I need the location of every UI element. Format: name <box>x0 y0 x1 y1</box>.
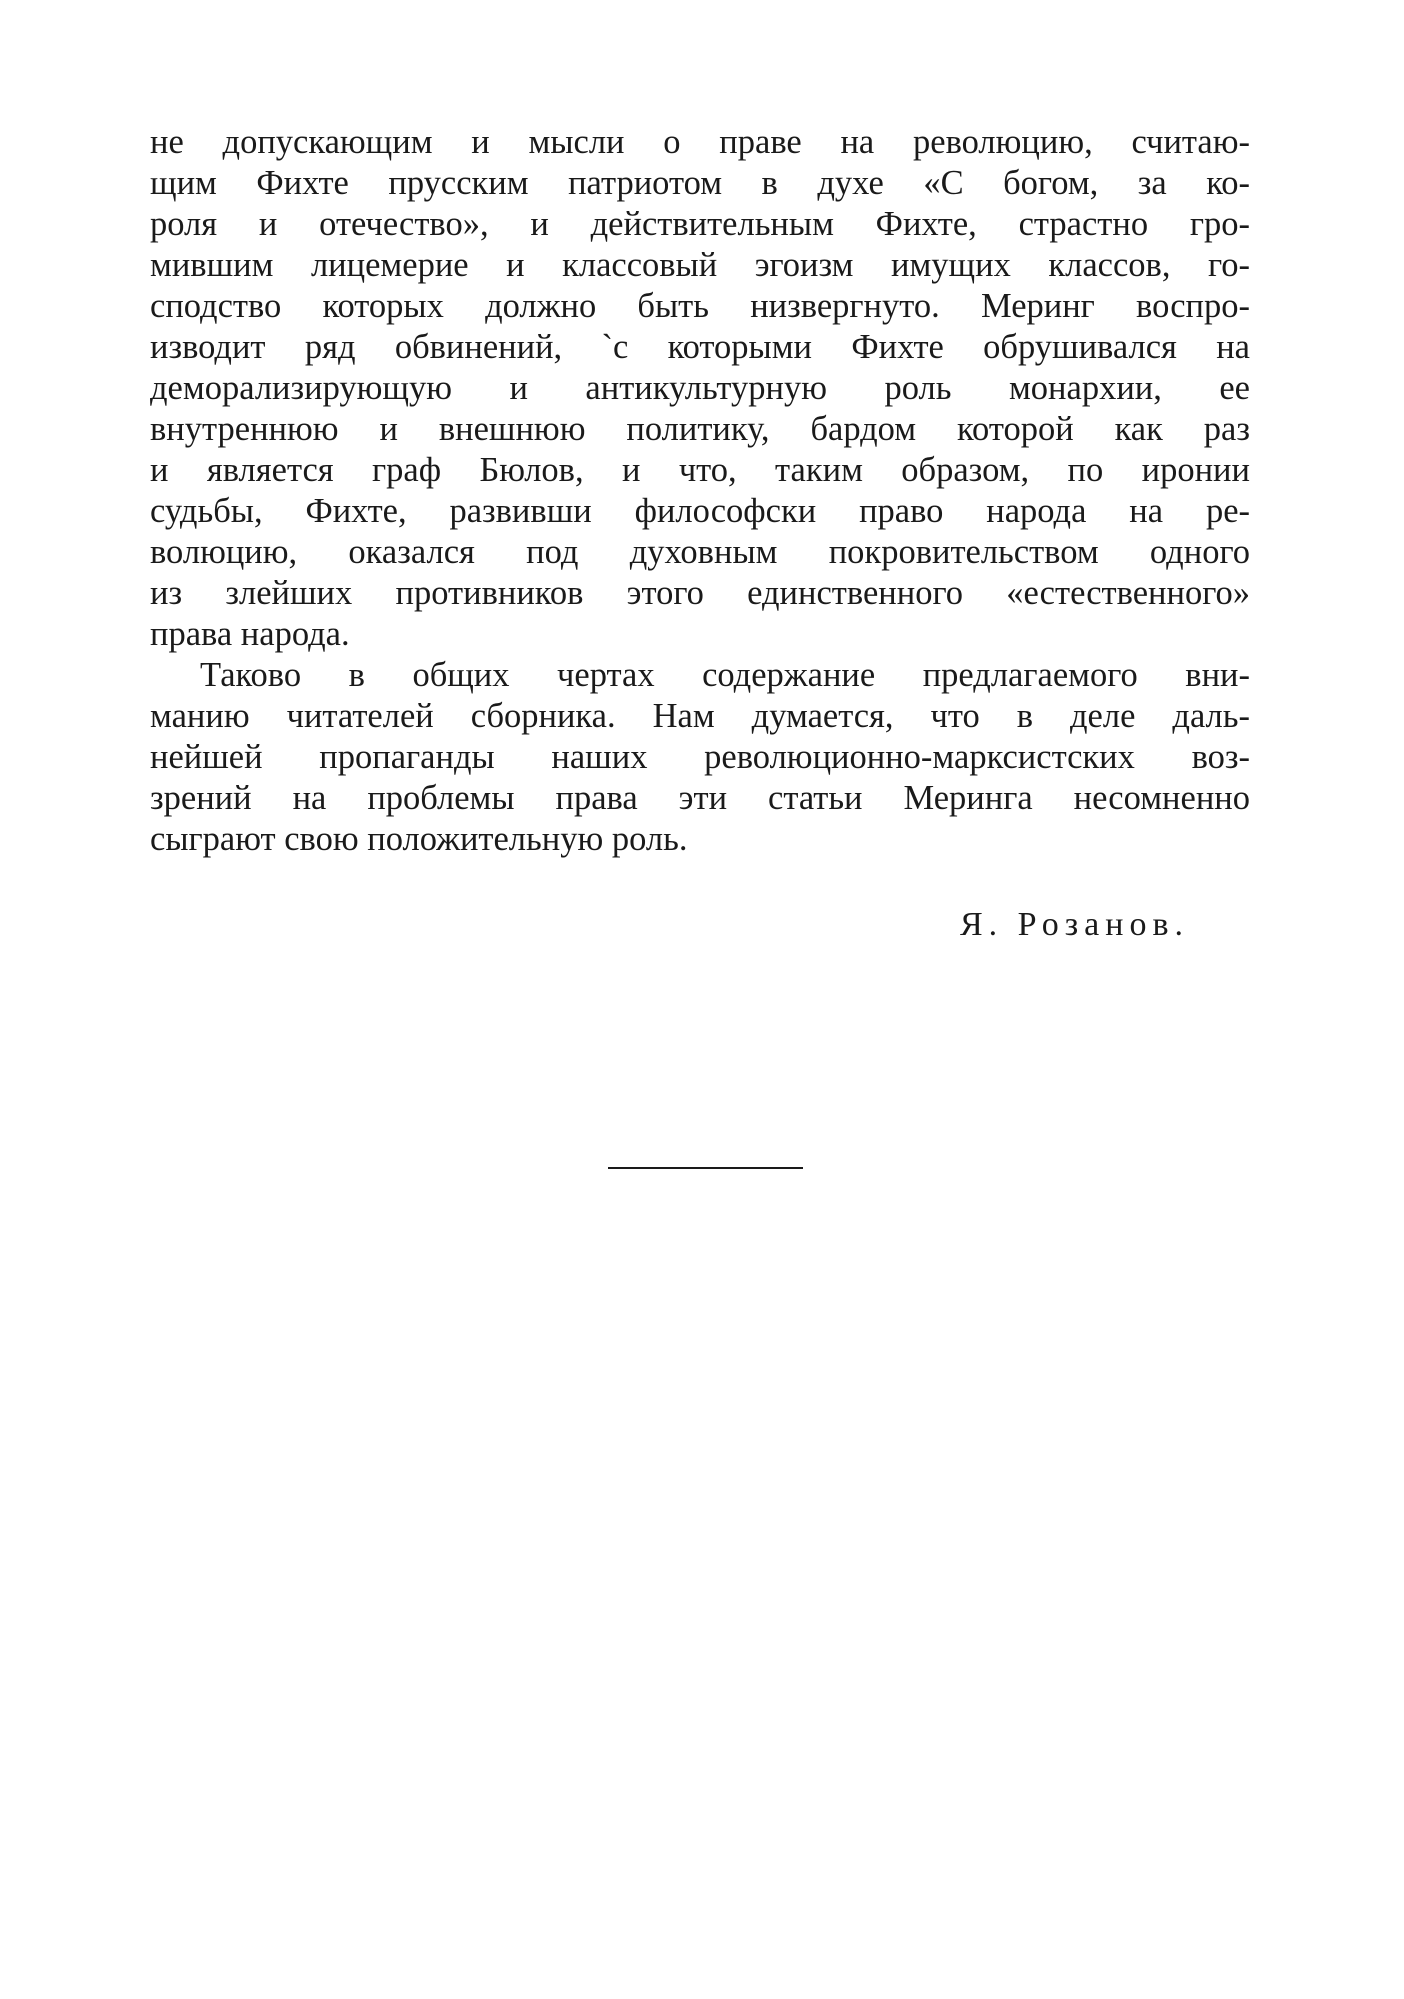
text-line: из злейших противников этого единственного «естественного» <box>150 574 1250 612</box>
text-line: права народа. <box>150 615 350 653</box>
text-line: изводит ряд обвинений, `с которыми Фихте обрушивался на <box>150 328 1250 366</box>
body-text <box>150 122 1250 860</box>
paragraph-2 <box>150 655 1250 860</box>
paragraph-1 <box>150 122 1250 655</box>
text-line: и является граф Бюлов, и что, таким образом, по иронии <box>150 451 1250 489</box>
text-line: роля и отечество», и действительным Фихте, страстно гро- <box>150 205 1250 243</box>
text-line: мившим лицемерие и классовый эгоизм имущих классов, го- <box>150 246 1250 284</box>
text-line: нейшей пропаганды наших революционно-марксистских воз- <box>150 738 1250 776</box>
text-line: внутреннюю и внешнюю политику, бардом которой как раз <box>150 410 1250 448</box>
text-line: волюцию, оказался под духовным покровительством одного <box>150 533 1250 571</box>
text-line: сподство которых должно быть низвергнуто. Меринг воспро- <box>150 287 1250 325</box>
text-line: манию читателей сборника. Нам думается, что в деле даль- <box>150 697 1250 735</box>
text-line: не допускающим и мысли о праве на революцию, считаю- <box>150 123 1250 161</box>
text-line: сыграют свою положительную роль. <box>150 820 688 858</box>
text-line: щим Фихте прусским патриотом в духе «С богом, за ко- <box>150 164 1250 202</box>
section-divider <box>608 1167 803 1169</box>
author-signature: Я. Розанов. <box>960 906 1190 943</box>
text-line: зрений на проблемы права эти статьи Меринга несомненно <box>150 779 1250 817</box>
text-line: судьбы, Фихте, развивши философски право народа на ре- <box>150 492 1250 530</box>
text-line: Таково в общих чертах содержание предлагаемого вни- <box>200 656 1250 694</box>
text-line: деморализирующую и антикультурную роль монархии, ее <box>150 369 1250 407</box>
